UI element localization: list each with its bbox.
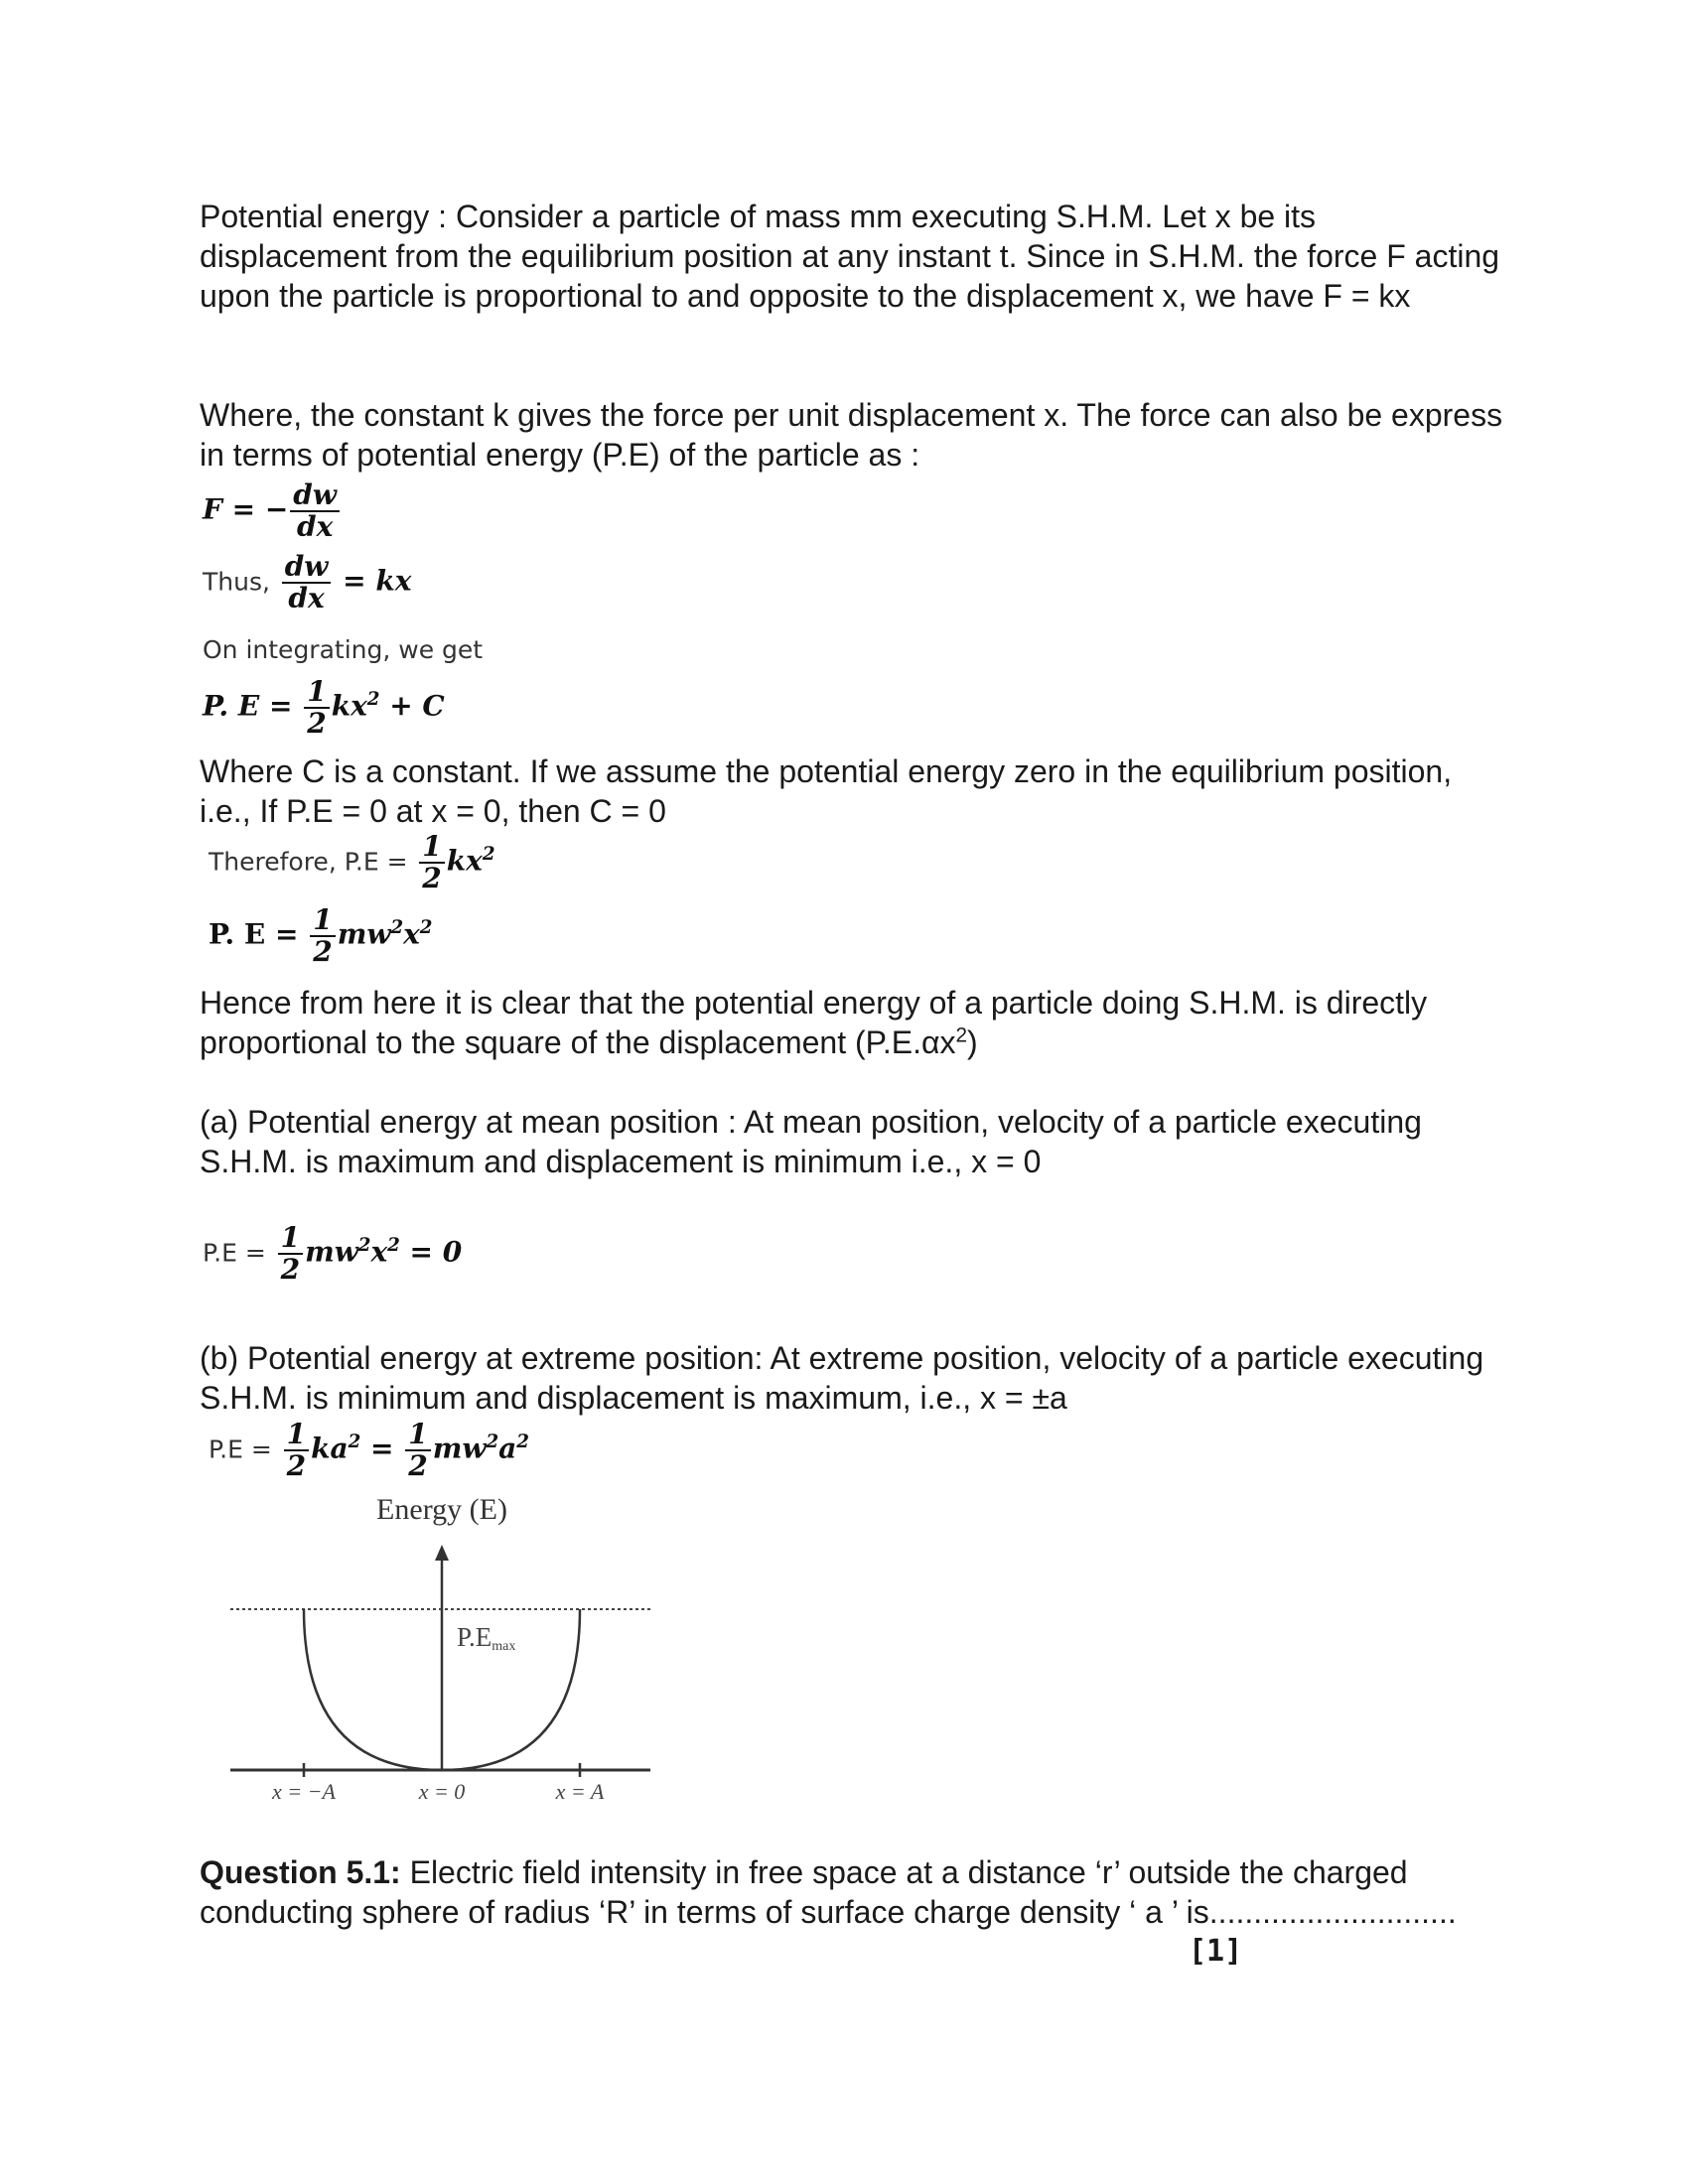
equation-force-gradient: F = − $\frac{dw}{dx}$ — [203, 480, 342, 542]
x-label-zero: x = 0 — [418, 1779, 466, 1804]
equation-pe-general: P. E = $\frac{1}{2}$ $kx^2 + C$ — [203, 675, 445, 740]
y-axis-label: Energy (E) — [376, 1493, 507, 1526]
paragraph-constant-c: Where C is a constant. If we assume the potential energy zero in the equilibrium position, i.e., If P.E = 0 at x = 0, then C = 0 — [200, 753, 1453, 829]
paragraph-proportionality: Hence from here it is clear that the potential energy of a particle doing S.H.M. is directly proportional to the square of the displacement $(P.E.\alpha x^2)$ — [200, 985, 1428, 1060]
pe-parabola-graph — [218, 1487, 675, 1805]
paragraph-force-constant: Where, the constant k gives the force per unit displacement x. The force can also be express in terms of potential energy (P.E) of the particle as : — [200, 397, 1503, 473]
equation-pe-mw: P. E = $\frac{1}{2}$ $mw^2x^2$ — [209, 903, 433, 968]
paragraph-potential-energy-intro: Potential energy : Consider a particle of mass mm executing S.H.M. Let x be its displacement from the equilibrium position at any instant t. Since in S.H.M. the force F acting upon the particle is proportional to and opposite to the displacement x, we have F = kx — [200, 199, 1500, 314]
integrating-note: On integrating, we get — [203, 635, 484, 664]
equation-pe-kx: Therefore, P.E = $\frac{1}{2}$ $kx^2$ — [209, 830, 495, 894]
equation-pe-extreme: P.E = $\frac{1}{2}$ $ka^2$ = $\frac{1}{2}$ $mw^2a^2$ — [209, 1418, 529, 1482]
x-label-minus-a: x = −A — [272, 1779, 336, 1804]
pe-max-label: P.Emax — [457, 1622, 516, 1654]
equation-dw-dx: Thus, $\frac{dw}{dx}$ = kx — [203, 550, 412, 614]
question-text: Electric field intensity in free space at a distance ‘r’ outside the charged conducting sphere of radius ‘R’ in terms of surface charge density ‘ a ’ is............................ — [200, 1854, 1457, 1930]
y-axis-arrow-icon — [435, 1545, 449, 1561]
equation-pe-mean: P.E = $\frac{1}{2}$ $mw^2x^2 = 0$ — [203, 1221, 463, 1286]
paragraph-mean-position: (a) Potential energy at mean position : At mean position, velocity of a particle executing S.H.M. is maximum and displacement is minimum i.e., x = 0 — [200, 1104, 1422, 1179]
paragraph-extreme-position: (b) Potential energy at extreme position: At extreme position, velocity of a particle executing S.H.M. is minimum and displacement is maximum, i.e., x = ±a — [200, 1340, 1484, 1416]
question-marks: [1] — [1189, 1934, 1243, 1969]
question-label: Question 5.1: — [200, 1854, 401, 1890]
x-label-plus-a: x = A — [555, 1779, 605, 1804]
question-5-1 — [200, 1852, 1480, 1932]
